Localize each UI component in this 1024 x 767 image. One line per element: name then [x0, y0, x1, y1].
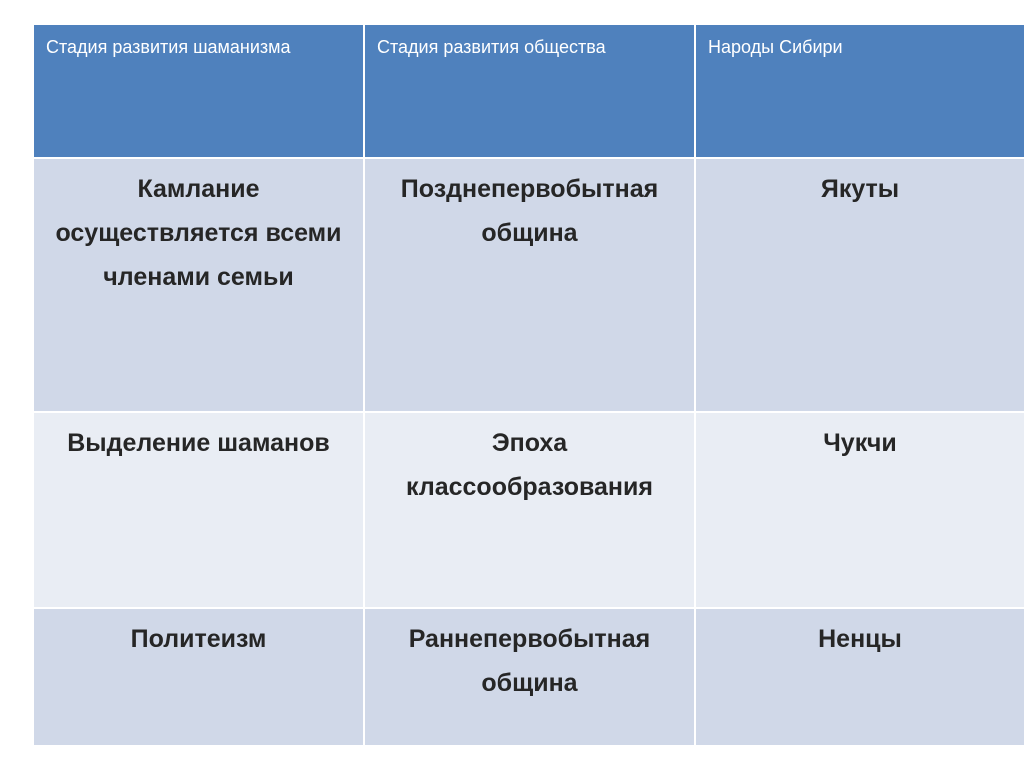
- table-cell: Позднепервобытная община: [364, 158, 695, 412]
- shamanism-stages-table: [32, 23, 1024, 747]
- table-row: [33, 158, 1024, 412]
- table-cell: Раннепервобытная община: [364, 608, 695, 746]
- table-row: [33, 608, 1024, 746]
- table-row: [33, 412, 1024, 608]
- table-cell: Выделение шаманов: [33, 412, 364, 608]
- table-cell: Политеизм: [33, 608, 364, 746]
- header-society-stage: Стадия развития общества: [364, 24, 695, 158]
- table-cell: Ненцы: [695, 608, 1024, 746]
- table-cell: Эпоха классообразования: [364, 412, 695, 608]
- table-cell: Камлание осуществляется всеми членами семьи: [33, 158, 364, 412]
- table-cell: Якуты: [695, 158, 1024, 412]
- header-shamanism-stage: Стадия развития шаманизма: [33, 24, 364, 158]
- table-cell: Чукчи: [695, 412, 1024, 608]
- header-siberian-peoples: Народы Сибири: [695, 24, 1024, 158]
- table-header-row: [33, 24, 1024, 158]
